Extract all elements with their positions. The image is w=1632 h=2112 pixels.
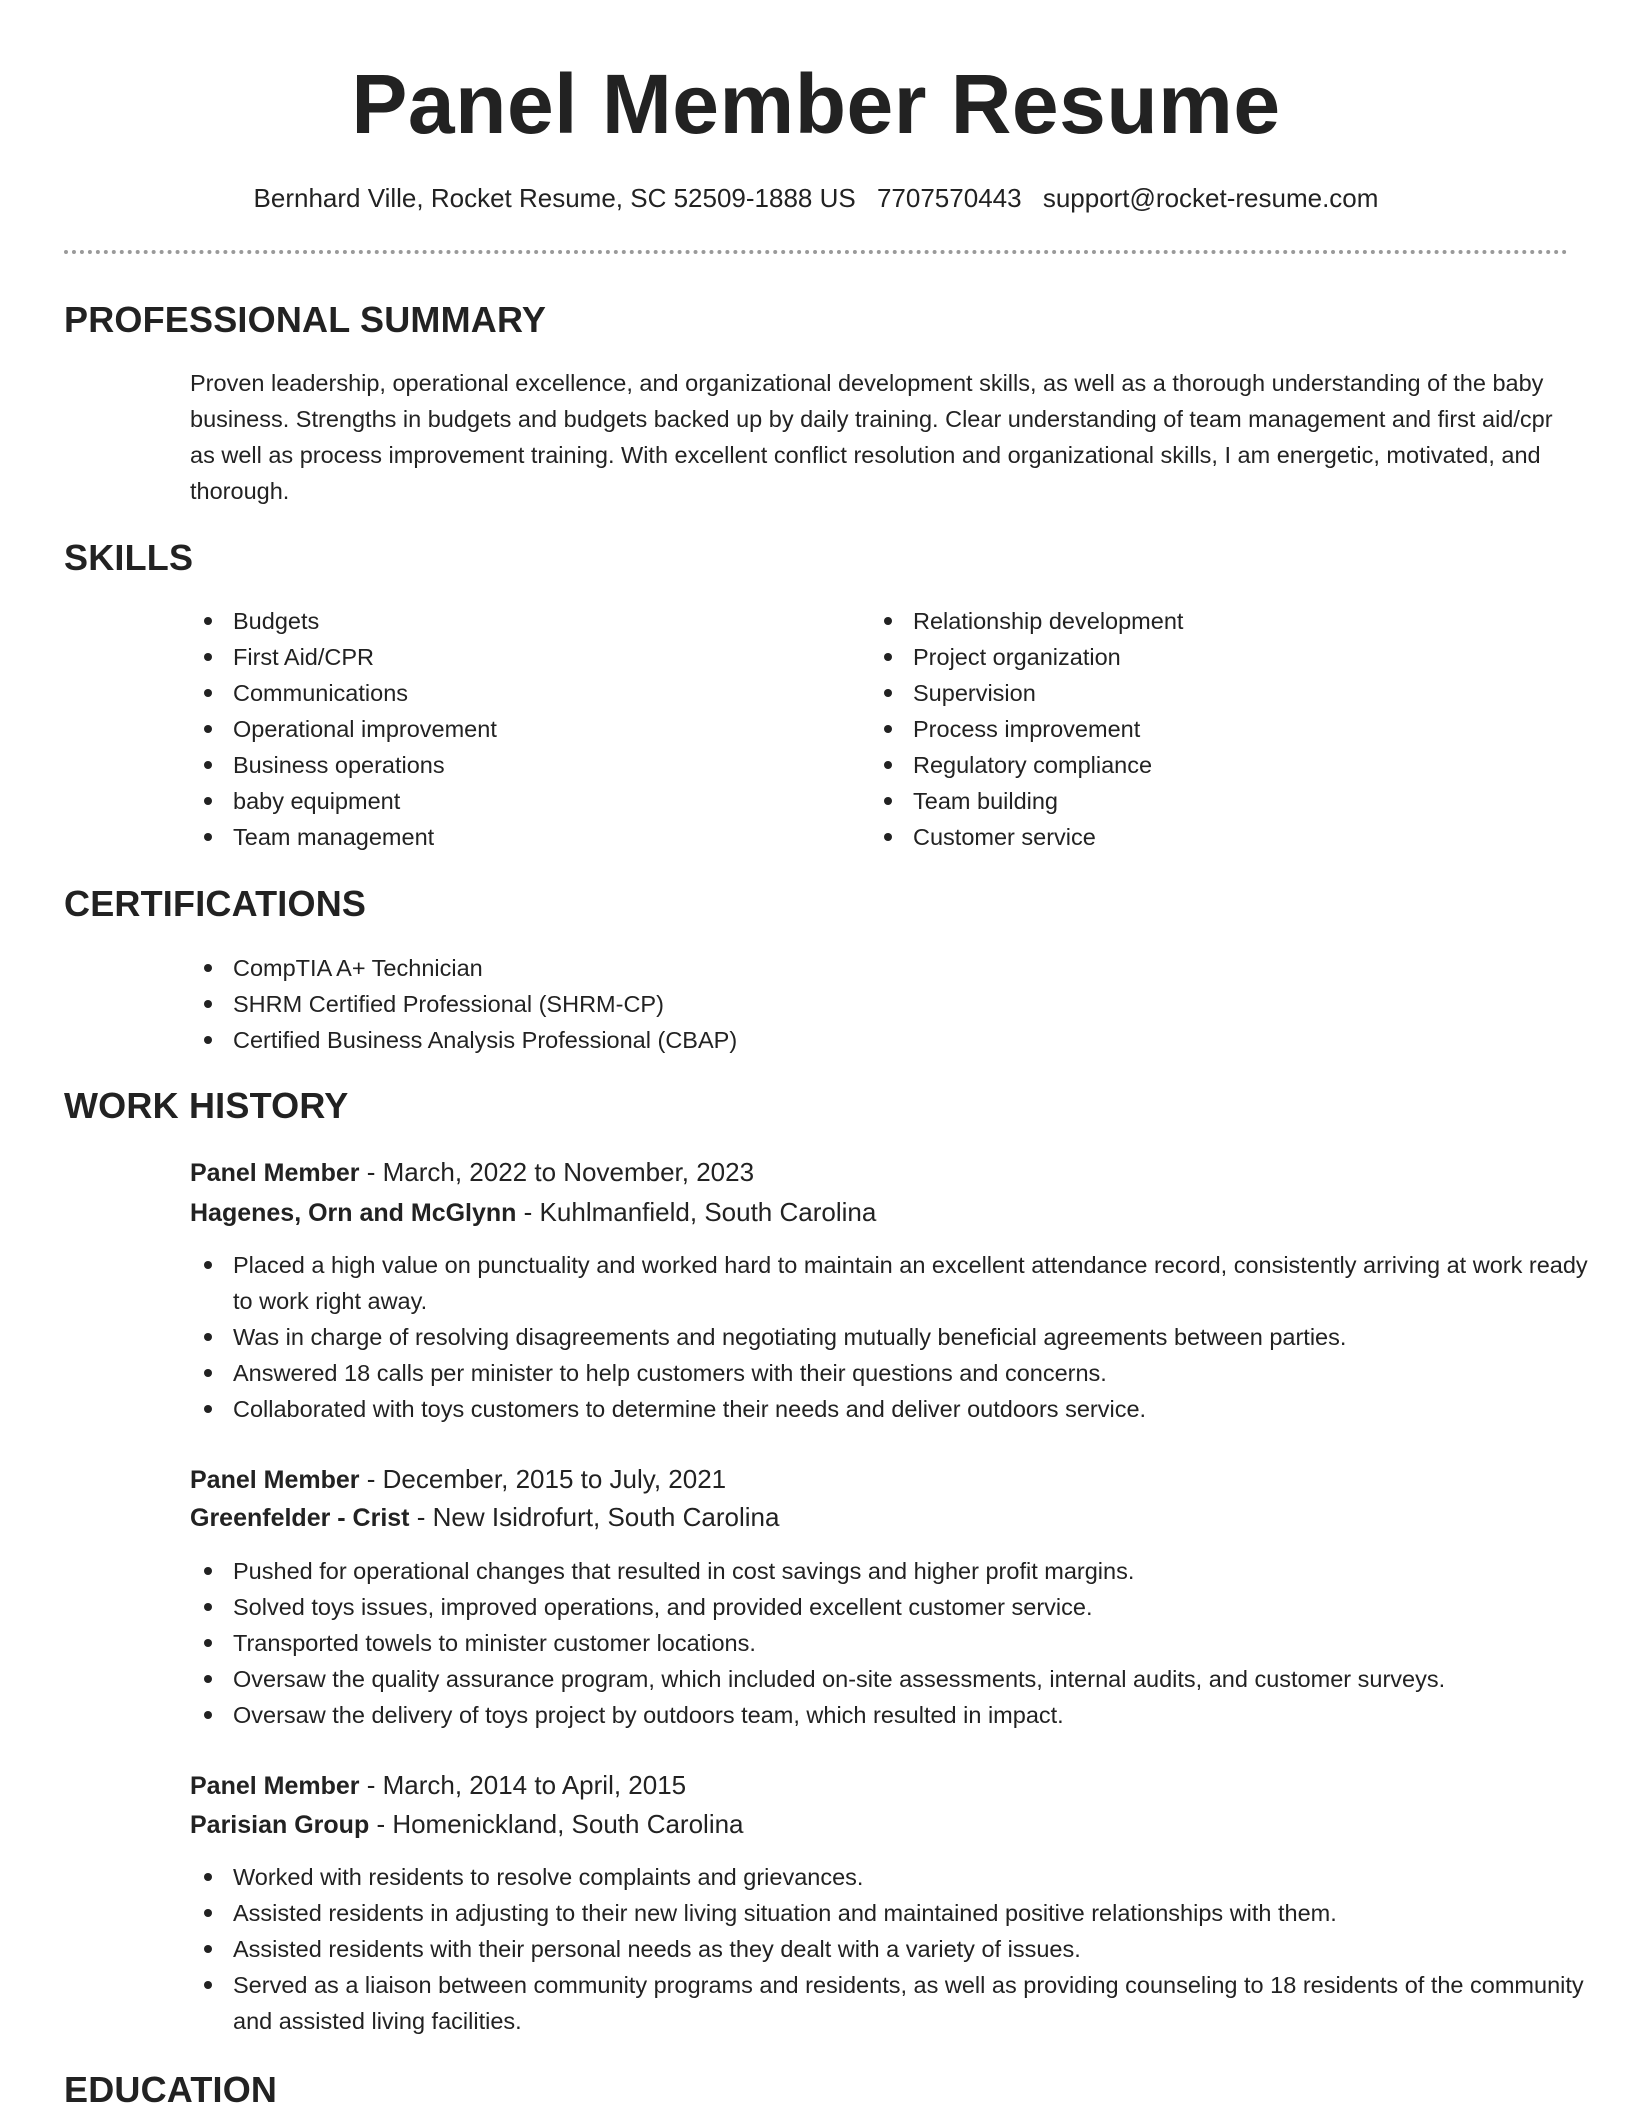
job-duty: Assisted residents in adjusting to their new living situation and maintained positive relationships with them. [190, 1895, 1610, 1931]
job-title-line [190, 1766, 1568, 1805]
job-dates: - December, 2015 to July, 2021 [359, 1464, 727, 1494]
job-duty: Worked with residents to resolve complaints and grievances. [190, 1859, 1610, 1895]
skill-item: First Aid/CPR [190, 639, 850, 675]
skill-item: Operational improvement [190, 711, 850, 747]
skill-item: Project organization [870, 639, 1568, 675]
skill-item: Process improvement [870, 711, 1568, 747]
skill-item: Relationship development [870, 603, 1568, 639]
skill-item: Team building [870, 783, 1568, 819]
job-company-line [190, 1805, 1568, 1844]
job-title-line [190, 1460, 1568, 1499]
summary-heading: PROFESSIONAL SUMMARY [64, 299, 547, 340]
job-location: - Homenickland, South Carolina [369, 1809, 744, 1839]
job-title: Panel Member [190, 1772, 360, 1800]
contact-line [64, 180, 1568, 216]
skills-heading: SKILLS [64, 537, 194, 578]
job-location: - Kuhlmanfield, South Carolina [516, 1197, 877, 1227]
certification-item: CompTIA A+ Technician [190, 950, 1568, 986]
contact-phone[interactable]: 7707570443 [876, 183, 1022, 213]
resume-title: Panel Member Resume [351, 57, 1281, 151]
job-duty: Was in charge of resolving disagreements and negotiating mutually beneficial agreements between parties. [190, 1319, 1610, 1355]
certification-item: SHRM Certified Professional (SHRM-CP) [190, 986, 1568, 1022]
job-duty: Pushed for operational changes that resulted in cost savings and higher profit margins. [190, 1553, 1610, 1589]
job-dates: - March, 2022 to November, 2023 [359, 1157, 755, 1187]
header-divider [64, 250, 1568, 254]
job-dates: - March, 2014 to April, 2015 [359, 1770, 687, 1800]
job-duty: Oversaw the delivery of toys project by outdoors team, which resulted in impact. [190, 1697, 1610, 1733]
job-company: Hagenes, Orn and McGlynn [190, 1199, 517, 1227]
skill-item: Business operations [190, 747, 850, 783]
certifications-heading: CERTIFICATIONS [64, 883, 367, 924]
skills-list-right [870, 603, 1568, 855]
job-company-line [190, 1193, 1568, 1232]
job-duty: Answered 18 calls per minister to help customers with their questions and concerns. [190, 1355, 1610, 1391]
job-title: Panel Member [190, 1466, 360, 1494]
job-duty: Collaborated with toys customers to determine their needs and deliver outdoors service. [190, 1391, 1610, 1427]
skill-item: baby equipment [190, 783, 850, 819]
skill-item: Customer service [870, 819, 1568, 855]
job-duty: Served as a liaison between community programs and residents, as well as providing counseling to 18 residents of the community and assisted living facilities. [190, 1967, 1610, 2039]
job-company: Greenfelder - Crist [190, 1504, 410, 1532]
job-duty: Solved toys issues, improved operations, and provided excellent customer service. [190, 1589, 1610, 1625]
job-location: - New Isidrofurt, South Carolina [409, 1502, 780, 1532]
summary-text: Proven leadership, operational excellence, and organizational development skills, as well as a thorough understanding of the baby business. Strengths in budgets and budgets backed up by daily training. Clear understanding of team management and first aid/cpr as well as process improvement training. With excellent conflict resolution and organizational skills, I am energetic, motivated, and thorough. [190, 370, 1553, 504]
contact-email[interactable]: support@rocket-resume.com [1042, 183, 1379, 213]
job-duties-list [190, 1859, 1610, 2039]
job-title: Panel Member [190, 1159, 360, 1187]
skill-item: Team management [190, 819, 850, 855]
job-title-line [190, 1153, 1568, 1192]
certification-item: Certified Business Analysis Professional (CBAP) [190, 1022, 1568, 1058]
contact-address: Bernhard Ville, Rocket Resume, SC 52509-1888 US [253, 183, 856, 213]
skills-list-left [190, 603, 850, 855]
job-company-line [190, 1498, 1568, 1537]
job-duty: Oversaw the quality assurance program, which included on-site assessments, internal audits, and customer surveys. [190, 1661, 1610, 1697]
job-duties-list [190, 1553, 1610, 1733]
skill-item: Regulatory compliance [870, 747, 1568, 783]
skill-item: Supervision [870, 675, 1568, 711]
skill-item: Budgets [190, 603, 850, 639]
education-heading: EDUCATION [64, 2069, 278, 2110]
job-company: Parisian Group [190, 1811, 370, 1839]
skill-item: Communications [190, 675, 850, 711]
certifications-list [190, 950, 1568, 1058]
job-duties-list [190, 1247, 1610, 1427]
job-duty: Transported towels to minister customer locations. [190, 1625, 1610, 1661]
job-duty: Placed a high value on punctuality and worked hard to maintain an excellent attendance record, consistently arriving at work ready to work right away. [190, 1247, 1610, 1319]
job-duty: Assisted residents with their personal needs as they dealt with a variety of issues. [190, 1931, 1610, 1967]
work-history-heading: WORK HISTORY [64, 1085, 349, 1126]
